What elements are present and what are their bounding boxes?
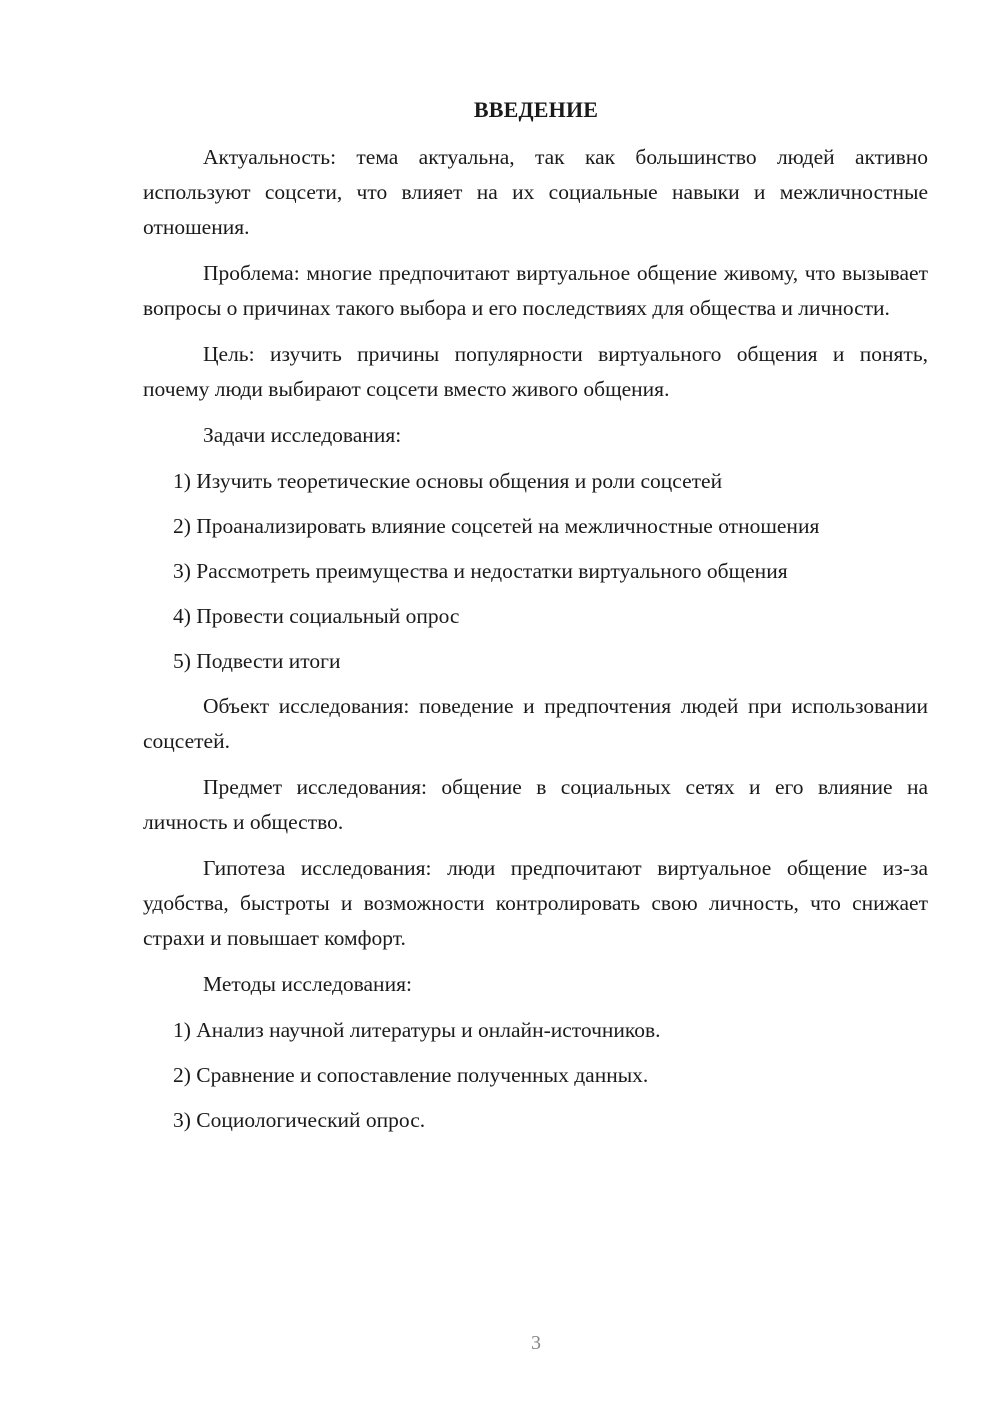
task-item: 5) Подвести итоги: [173, 649, 341, 673]
document-body: [143, 140, 928, 1148]
page-number: 3: [531, 1332, 541, 1354]
method-item: 2) Сравнение и сопоставление полученных данных.: [173, 1063, 649, 1087]
task-item: 3) Рассмотреть преимущества и недостатки виртуального общения: [173, 559, 788, 583]
task-item: 4) Провести социальный опрос: [173, 604, 460, 628]
paragraph-subject: Предмет исследования: общение в социальных сетях и его влияние на личность и общество.: [143, 775, 928, 834]
paragraph-object: Объект исследования: поведение и предпочтения людей при использовании соцсетей.: [143, 694, 928, 753]
tasks-heading: Задачи исследования:: [203, 423, 402, 447]
methods-list: [143, 1013, 928, 1138]
method-item: 1) Анализ научной литературы и онлайн-источников.: [173, 1018, 661, 1042]
task-item: 1) Изучить теоретические основы общения и роли соцсетей: [173, 469, 723, 493]
paragraph-goal: Цель: изучить причины популярности виртуального общения и понять, почему люди выбирают соцсети вместо живого общения.: [143, 342, 928, 401]
task-item: 2) Проанализировать влияние соцсетей на межличностные отношения: [173, 514, 820, 538]
section-title: ВВЕДЕНИЕ: [473, 97, 599, 122]
methods-heading: Методы исследования:: [203, 972, 412, 996]
method-item: 3) Социологический опрос.: [173, 1108, 426, 1132]
tasks-list: [143, 464, 928, 679]
paragraph-relevance: Актуальность: тема актуальна, так как большинство людей активно используют соцсети, что влияет на их социальные навыки и межличностные отношения.: [143, 145, 928, 239]
paragraph-hypothesis: Гипотеза исследования: люди предпочитают виртуальное общение из-за удобства, быстроты и возможности контролировать свою личность, что снижает страхи и повышает комфорт.: [143, 856, 928, 950]
paragraph-problem: Проблема: многие предпочитают виртуальное общение живому, что вызывает вопросы о причинах такого выбора и его последствиях для общества и личности.: [143, 261, 928, 320]
